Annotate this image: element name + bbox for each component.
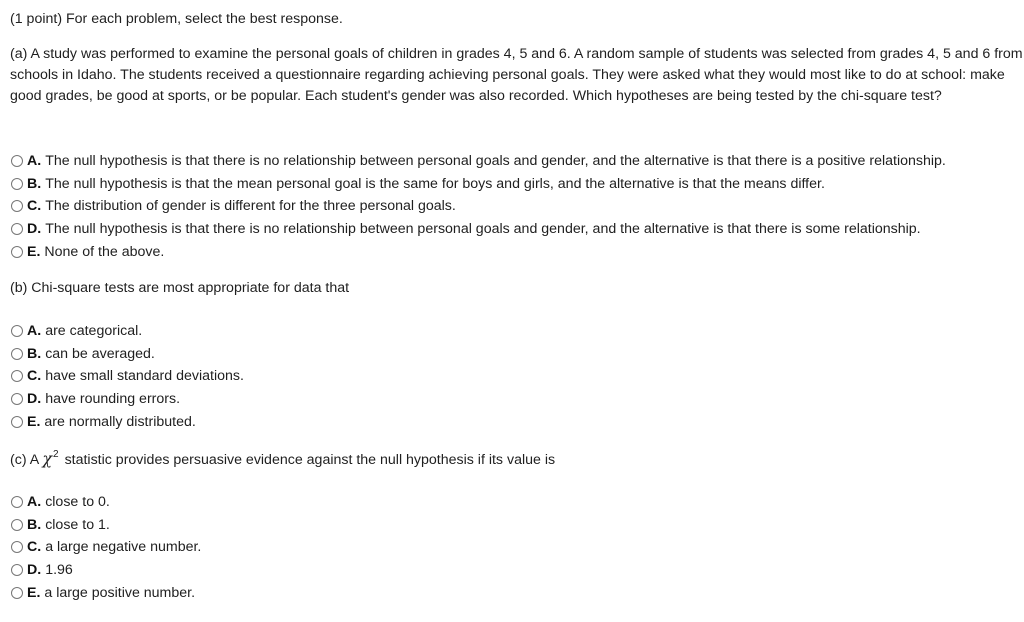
question-c-option-c[interactable] <box>11 536 201 559</box>
question-c-option-a[interactable] <box>11 491 201 514</box>
question-c-prompt-prefix: (c) A <box>10 452 39 468</box>
option-text: The distribution of gender is different for the three personal goals. <box>45 198 456 215</box>
option-text: can be averaged. <box>45 345 155 362</box>
radio-button[interactable] <box>11 325 23 337</box>
option-letter: E. <box>27 584 41 601</box>
option-text: The null hypothesis is that there is no relationship between personal goals and gender, and the alternative is that there is some relationship. <box>45 221 921 238</box>
option-letter: B. <box>27 345 42 362</box>
option-letter: C. <box>27 198 42 215</box>
question-c-option-e[interactable] <box>11 581 201 604</box>
question-c-prompt-suffix: statistic provides persuasive evidence against the null hypothesis if its value is <box>64 452 556 468</box>
question-c-option-b[interactable] <box>11 514 201 537</box>
option-letter: D. <box>27 221 42 238</box>
option-letter: C. <box>27 368 42 385</box>
question-a-option-a[interactable] <box>11 150 946 173</box>
chi-superscript: 2 <box>53 449 59 460</box>
option-text: close to 1. <box>45 516 110 533</box>
question-a-option-e[interactable] <box>11 240 946 263</box>
radio-button[interactable] <box>11 370 23 382</box>
question-c-prompt <box>10 448 1024 472</box>
radio-button[interactable] <box>11 246 23 258</box>
question-b-option-e[interactable] <box>11 410 244 433</box>
question-a-option-d[interactable] <box>11 218 946 241</box>
question-a-option-b[interactable] <box>11 173 946 196</box>
radio-button[interactable] <box>11 416 23 428</box>
radio-button[interactable] <box>11 178 23 190</box>
question-b-option-a[interactable] <box>11 320 244 343</box>
option-letter: A. <box>27 494 42 511</box>
radio-button[interactable] <box>11 393 23 405</box>
radio-button[interactable] <box>11 348 23 360</box>
option-text: are categorical. <box>45 323 143 340</box>
option-text: The null hypothesis is that there is no relationship between personal goals and gender, and the alternative is that there is a positive relationship. <box>45 153 946 170</box>
question-b-option-d[interactable] <box>11 388 244 411</box>
chi-symbol: χ <box>42 449 53 468</box>
option-text: a large positive number. <box>44 584 196 601</box>
option-text: None of the above. <box>44 243 165 260</box>
question-b-prompt: (b) Chi-square tests are most appropriate for data that <box>10 280 350 296</box>
option-letter: E. <box>27 243 41 260</box>
option-text: 1.96 <box>45 562 73 579</box>
option-letter: B. <box>27 516 42 533</box>
question-a-option-c[interactable] <box>11 195 946 218</box>
radio-button[interactable] <box>11 519 23 531</box>
question-b-option-c[interactable] <box>11 365 244 388</box>
option-letter: A. <box>27 153 42 170</box>
radio-button[interactable] <box>11 541 23 553</box>
radio-button[interactable] <box>11 587 23 599</box>
option-letter: B. <box>27 175 42 192</box>
question-a-prompt: (a) A study was performed to examine the personal goals of children in grades 4, 5 and 6. A random sample of students was selected from grades 4, 5 and 6 from schools in Idaho. The students received a questionnaire regarding achieving personal goals. They were asked what they would most like to do at school: make good grades, be good at sports, or be popular. Each student's gender was also recorded. Which hypotheses are being tested by the chi-square test? <box>10 46 1023 104</box>
option-text: have small standard deviations. <box>45 368 244 385</box>
radio-button[interactable] <box>11 223 23 235</box>
option-text: a large negative number. <box>45 539 202 556</box>
question-a-options <box>11 150 946 263</box>
option-letter: C. <box>27 539 42 556</box>
question-b-options <box>11 320 244 433</box>
radio-button[interactable] <box>11 155 23 167</box>
radio-button[interactable] <box>11 496 23 508</box>
radio-button[interactable] <box>11 200 23 212</box>
option-text: are normally distributed. <box>44 413 196 430</box>
option-letter: E. <box>27 413 41 430</box>
option-letter: D. <box>27 562 42 579</box>
option-text: close to 0. <box>45 494 110 511</box>
option-letter: D. <box>27 391 42 408</box>
question-c-options <box>11 491 201 604</box>
problem-header: (1 point) For each problem, select the best response. <box>10 11 343 27</box>
option-text: have rounding errors. <box>45 391 181 408</box>
question-c-option-d[interactable] <box>11 559 201 582</box>
option-letter: A. <box>27 323 42 340</box>
question-b-option-b[interactable] <box>11 343 244 366</box>
option-text: The null hypothesis is that the mean personal goal is the same for boys and girls, and the alternative is that the means differ. <box>45 175 825 192</box>
radio-button[interactable] <box>11 564 23 576</box>
